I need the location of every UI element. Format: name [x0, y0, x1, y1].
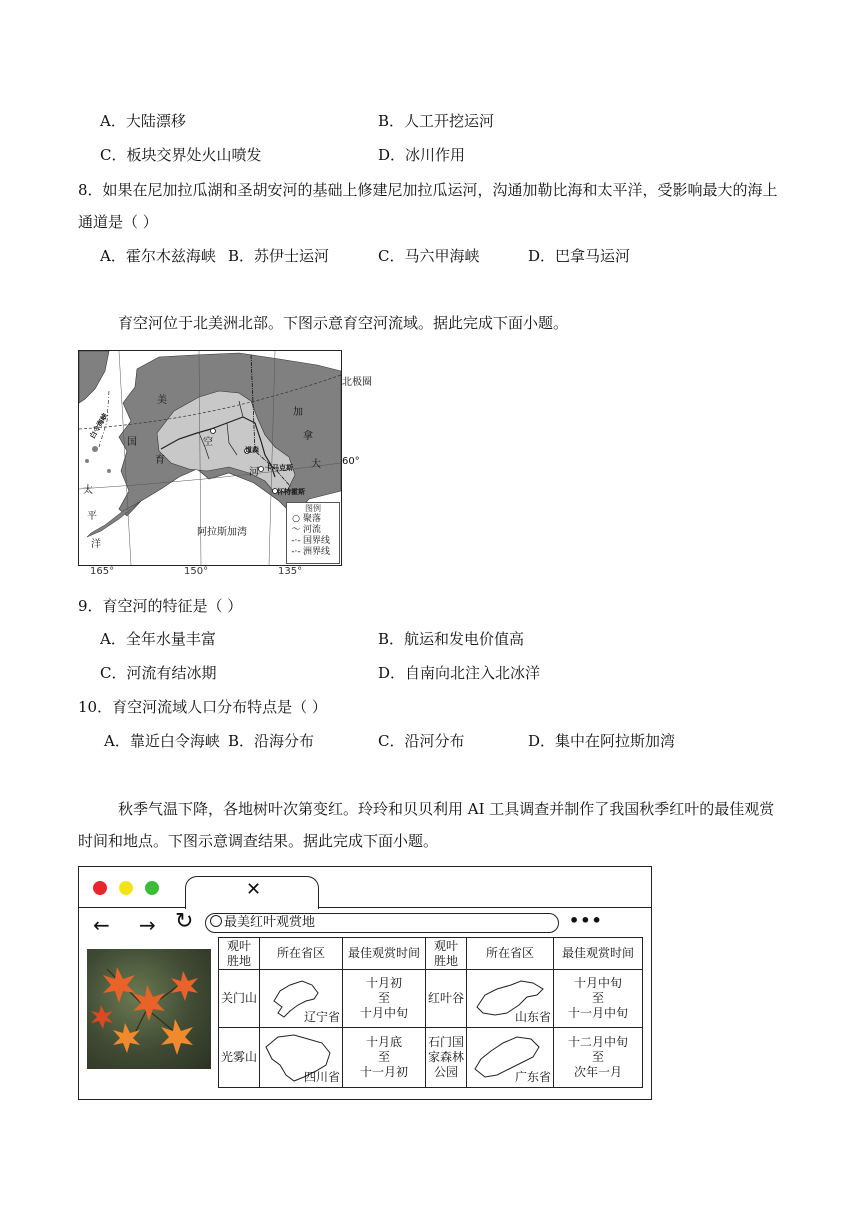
search-input[interactable]: 最美红叶观赏地 [224, 915, 316, 930]
maple-leaves-icon [87, 949, 211, 1069]
legend-continent-border [287, 547, 339, 558]
header-spot-2: 观叶 胜地 [426, 938, 467, 970]
map-label-he: 河 [249, 467, 259, 478]
legend-national-border-label: 国界线 [303, 536, 331, 546]
time-cell: 十二月中旬 至 次年一月 [554, 1028, 643, 1088]
map-label-da: 大 [311, 459, 321, 470]
province-cell [260, 970, 343, 1028]
map-label-jia: 加 [293, 407, 303, 418]
search-icon [210, 915, 222, 927]
map-label-yu: 育 [155, 455, 165, 466]
spot-shimen-forest: 石门国 家森林 公园 [426, 1028, 467, 1088]
q8-option-c[interactable]: C．马六甲海峡 [378, 247, 480, 265]
map-label-mei: 美 [157, 395, 167, 406]
header-time: 最佳观赏时间 [343, 938, 426, 970]
spot-guanmenshan: 关门山 [219, 970, 260, 1028]
legend-continent-border-label: 洲界线 [303, 547, 331, 557]
map-label-bering: 白令海峡 [88, 411, 110, 441]
map-longitude-135: 135° [278, 566, 303, 577]
q10-stem: 10．育空河流域人口分布特点是（ ） [78, 698, 327, 716]
header-province: 所在省区 [260, 938, 343, 970]
province-guangdong: 广东省 [514, 1070, 551, 1084]
q10-option-a[interactable]: A．靠近白令海峡 [104, 732, 220, 750]
settlement-icon: ○ [292, 514, 300, 524]
q10-option-c[interactable]: C．沿河分布 [378, 732, 465, 750]
window-minimize-dot[interactable] [119, 881, 133, 895]
q7-option-a[interactable]: A．大陆漂移 [100, 112, 186, 130]
province-sichuan: 四川省 [303, 1070, 340, 1084]
q9-option-a[interactable]: A．全年水量丰富 [100, 630, 216, 648]
time-cell: 十月中旬 至 十一月中旬 [554, 970, 643, 1028]
continent-border-icon: -·- [291, 547, 301, 557]
q9-option-c[interactable]: C．河流有结冰期 [100, 664, 217, 682]
q7-option-d[interactable]: D．冰川作用 [378, 146, 466, 164]
tab-bar-divider [79, 907, 651, 908]
window-maximize-dot[interactable] [145, 881, 159, 895]
map-label-carmacks: 卡马克斯 [265, 464, 293, 472]
map-label-dawson: 道森 [245, 446, 259, 454]
header-time-2: 最佳观赏时间 [554, 938, 643, 970]
map-label-na: 拿 [303, 431, 313, 442]
yukon-intro: 育空河位于北美洲北部。下图示意育空河流域。据此完成下面小题。 [118, 314, 569, 332]
legend-title: 图例 [305, 504, 321, 513]
q7-option-b[interactable]: B．人工开挖运河 [378, 112, 495, 130]
q9-option-d[interactable]: D．自南向北注入北冰洋 [378, 664, 541, 682]
map-legend [286, 502, 340, 564]
legend-river-label: 河流 [303, 525, 322, 535]
forward-arrow-icon[interactable]: → [139, 913, 156, 937]
leaves-intro-line2: 时间和地点。下图示意调查结果。据此完成下面小题。 [78, 832, 439, 850]
map-label-ping: 平 [87, 511, 97, 522]
more-menu-icon[interactable]: ••• [569, 911, 603, 930]
map-label-lat60: 60° [342, 456, 360, 467]
q10-option-b[interactable]: B．沿海分布 [228, 732, 315, 750]
reload-icon[interactable]: ↻ [175, 909, 194, 934]
legend-settlement-label: 聚落 [303, 514, 322, 524]
map-label-alaska-gulf: 阿拉斯加湾 [197, 527, 247, 538]
province-cell [467, 1028, 554, 1088]
browser-window [78, 866, 652, 1100]
spot-guangwushan: 光雾山 [219, 1028, 260, 1088]
leaves-intro-line1: 秋季气温下降，各地树叶次第变红。玲玲和贝贝利用 AI 工具调查并制作了我国秋季红叶的最佳观赏 [118, 800, 775, 818]
q10-option-d[interactable]: D．集中在阿拉斯加湾 [528, 732, 676, 750]
q8-stem-line2: 通道是（ ） [78, 213, 158, 231]
map-label-arctic-circle: 北极圈 [342, 377, 372, 388]
legend-river [287, 525, 339, 536]
map-label-yang: 洋 [91, 539, 101, 550]
back-arrow-icon[interactable]: ← [93, 913, 110, 937]
close-icon[interactable]: ✕ [246, 879, 262, 900]
header-province-2: 所在省区 [467, 938, 554, 970]
map-label-tai: 太 [83, 485, 93, 496]
search-bar[interactable] [205, 913, 559, 933]
map-longitude-150: 150° [184, 566, 209, 577]
national-border-icon: -·- [291, 536, 301, 546]
map-label-kong: 空 [203, 437, 213, 448]
legend-national-border [287, 536, 339, 547]
map-longitude-165: 165° [90, 566, 115, 577]
legend-settlement [287, 514, 339, 525]
q9-option-b[interactable]: B．航运和发电价值高 [378, 630, 525, 648]
time-cell: 十月初 至 十月中旬 [343, 970, 426, 1028]
spot-hongyegu: 红叶谷 [426, 970, 467, 1028]
q8-option-b[interactable]: B．苏伊士运河 [228, 247, 330, 265]
window-close-dot[interactable] [93, 881, 107, 895]
q8-option-a[interactable]: A．霍尔木兹海峡 [100, 247, 216, 265]
q8-stem-line1: 8．如果在尼加拉瓜湖和圣胡安河的基础上修建尼加拉瓜运河，沟通加勒比海和太平洋，受影响最大的海上 [78, 181, 778, 199]
red-leaves-table [218, 937, 643, 1088]
q7-option-c[interactable]: C．板块交界处火山喷发 [100, 146, 262, 164]
q9-stem: 9．育空河的特征是（ ） [78, 597, 243, 615]
header-spot: 观叶 胜地 [219, 938, 260, 970]
table-row [219, 1028, 643, 1088]
time-cell: 十月底 至 十一月初 [343, 1028, 426, 1088]
map-label-guo: 国 [127, 437, 137, 448]
table-row [219, 970, 643, 1028]
q8-option-d[interactable]: D．巴拿马运河 [528, 247, 631, 265]
province-cell [260, 1028, 343, 1088]
province-liaoning: 辽宁省 [303, 1010, 340, 1024]
maple-leaves-photo [87, 949, 211, 1069]
province-cell [467, 970, 554, 1028]
browser-tab[interactable] [185, 876, 319, 909]
map-label-whitehorse: 怀特霍斯 [277, 488, 305, 496]
province-shandong: 山东省 [514, 1010, 551, 1024]
river-icon: 〜 [291, 525, 301, 535]
